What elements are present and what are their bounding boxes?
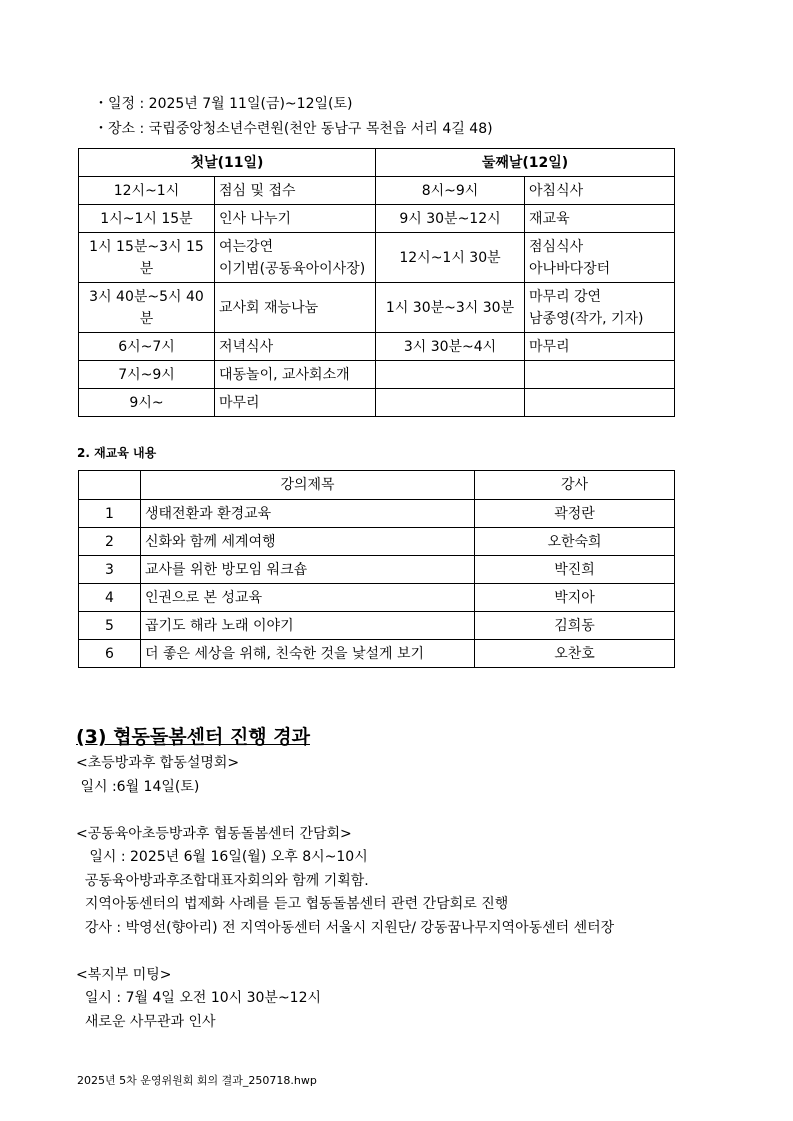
lecture-title: 인권으로 본 성교육 xyxy=(141,584,475,612)
lecture-title: 더 좋은 세상을 위해, 친숙한 것을 낯설게 보기 xyxy=(141,640,475,668)
section3-line: 공동육아방과후조합대표자회의와 함께 기획함. xyxy=(76,872,369,889)
day2-activity xyxy=(525,389,675,417)
day1-time: 3시 40분~5시 40분 xyxy=(79,283,215,333)
section3-line: <복지부 미팅> xyxy=(76,966,172,983)
section3-line: 강사 : 박영선(향아리) 전 지역아동센터 서울시 지원단/ 강동꿈나무지역아동센터 센터장 xyxy=(76,919,615,936)
section3-line xyxy=(76,940,614,964)
section3-line: 새로운 사무관과 인사 xyxy=(76,1013,216,1030)
day1-activity-line: 이기범(공동육아이사장) xyxy=(219,260,366,277)
education-row xyxy=(79,584,675,612)
day1-time: 9시~ xyxy=(79,389,215,417)
education-row xyxy=(79,500,675,528)
day2-time: 8시~9시 xyxy=(376,177,525,205)
lecture-title: 신화와 함께 세계여행 xyxy=(141,528,475,556)
row-number: 3 xyxy=(79,556,141,584)
day1-activity-line: 인사 나누기 xyxy=(219,210,292,227)
day1-activity xyxy=(215,205,376,233)
day1-activity-line: 대동놀이, 교사회소개 xyxy=(219,366,350,383)
schedule-row xyxy=(79,233,675,283)
education-row xyxy=(79,556,675,584)
schedule-row xyxy=(79,389,675,417)
lecture-teacher: 오찬호 xyxy=(475,640,675,668)
section3-line: <공동육아초등방과후 협동돌봄센터 간담회> xyxy=(76,825,352,842)
section3-line: 지역아동센터의 법제화 사례를 듣고 협동돌봄센터 관련 간담회로 진행 xyxy=(76,896,509,912)
schedule-row xyxy=(79,333,675,361)
day2-activity xyxy=(525,177,675,205)
section3-line: 일시 :6월 14일(토) xyxy=(76,778,200,795)
section3-line xyxy=(76,799,614,823)
day2-activity-line: 마무리 강연 xyxy=(529,288,602,305)
section3-line: 일시 : 7월 4일 오전 10시 30분~12시 xyxy=(76,990,322,1006)
day1-activity-line: 저녁식사 xyxy=(219,338,274,355)
day2-time: 1시 30분~3시 30분 xyxy=(376,283,525,333)
day2-time: 12시~1시 30분 xyxy=(376,233,525,283)
header-no xyxy=(79,471,141,500)
section3-line: <초등방과후 합동설명회> xyxy=(76,755,240,771)
row-number: 4 xyxy=(79,584,141,612)
day1-header: 첫날(11일) xyxy=(79,149,376,177)
day1-time: 12시~1시 xyxy=(79,177,215,205)
day2-time: 9시 30분~12시 xyxy=(376,205,525,233)
day1-activity xyxy=(215,233,376,283)
education-row xyxy=(79,528,675,556)
day1-time: 1시 15분~3시 15분 xyxy=(79,233,215,283)
day2-activity xyxy=(525,233,675,283)
footer-filename: 2025년 5차 운영위원회 회의 결과_250718.hwp xyxy=(77,1074,317,1087)
day2-activity-line: 아나바다장터 xyxy=(529,260,611,277)
section3-title: (3) 협동돌봄센터 진행 경과 xyxy=(76,726,310,748)
day1-time: 6시~7시 xyxy=(79,333,215,361)
day2-activity xyxy=(525,333,675,361)
schedule-table xyxy=(78,148,675,417)
day2-activity-line: 아침식사 xyxy=(529,182,584,199)
row-number: 6 xyxy=(79,640,141,668)
row-number: 5 xyxy=(79,612,141,640)
day1-activity-line: 여는강연 xyxy=(219,238,274,255)
row-number: 1 xyxy=(79,500,141,528)
education-row xyxy=(79,640,675,668)
day1-activity xyxy=(215,283,376,333)
day1-activity-line: 마무리 xyxy=(219,394,260,411)
education-table xyxy=(78,470,675,668)
day2-activity-line: 점심식사 xyxy=(529,238,584,255)
day2-activity xyxy=(525,205,675,233)
lecture-teacher: 박진희 xyxy=(475,556,675,584)
day2-header: 둘째날(12일) xyxy=(376,149,675,177)
day2-activity xyxy=(525,361,675,389)
day2-time: 3시 30분~4시 xyxy=(376,333,525,361)
schedule-row xyxy=(79,283,675,333)
day1-activity xyxy=(215,333,376,361)
day1-activity-line: 점심 및 접수 xyxy=(219,182,296,199)
lecture-title: 곱기도 해라 노래 이야기 xyxy=(141,612,475,640)
day1-activity-line: 교사회 재능나눔 xyxy=(219,299,319,316)
schedule-row xyxy=(79,205,675,233)
row-number: 2 xyxy=(79,528,141,556)
section3-line: 일시 : 2025년 6월 16일(월) 오후 8시~10시 xyxy=(76,849,368,865)
lecture-teacher: 김희동 xyxy=(475,612,675,640)
day1-time: 7시~9시 xyxy=(79,361,215,389)
day2-time xyxy=(376,361,525,389)
day2-time xyxy=(376,389,525,417)
header-title: 강의제목 xyxy=(141,471,475,500)
education-row xyxy=(79,612,675,640)
lecture-teacher: 박지아 xyxy=(475,584,675,612)
day2-activity-line: 재교육 xyxy=(529,210,570,227)
section3-body xyxy=(76,752,614,1034)
day2-activity-line: 남종영(작가, 기자) xyxy=(529,310,644,327)
day1-activity xyxy=(215,177,376,205)
schedule-row xyxy=(79,361,675,389)
schedule-row xyxy=(79,177,675,205)
section2-title: 2. 재교육 내용 xyxy=(77,446,157,460)
schedule-date: ・일정 : 2025년 7월 11일(금)~12일(토) xyxy=(94,96,353,112)
day1-activity xyxy=(215,361,376,389)
lecture-teacher: 오한숙희 xyxy=(475,528,675,556)
schedule-place: ・장소 : 국립중앙청소년수련원(천안 동남구 목천읍 서리 4길 48) xyxy=(94,121,493,137)
lecture-title: 생태전환과 환경교육 xyxy=(141,500,475,528)
lecture-teacher: 곽정란 xyxy=(475,500,675,528)
day2-activity-line: 마무리 xyxy=(529,338,570,355)
lecture-title: 교사를 위한 방모임 워크숍 xyxy=(141,556,475,584)
day1-time: 1시~1시 15분 xyxy=(79,205,215,233)
day1-activity xyxy=(215,389,376,417)
header-teacher: 강사 xyxy=(475,471,675,500)
day2-activity xyxy=(525,283,675,333)
